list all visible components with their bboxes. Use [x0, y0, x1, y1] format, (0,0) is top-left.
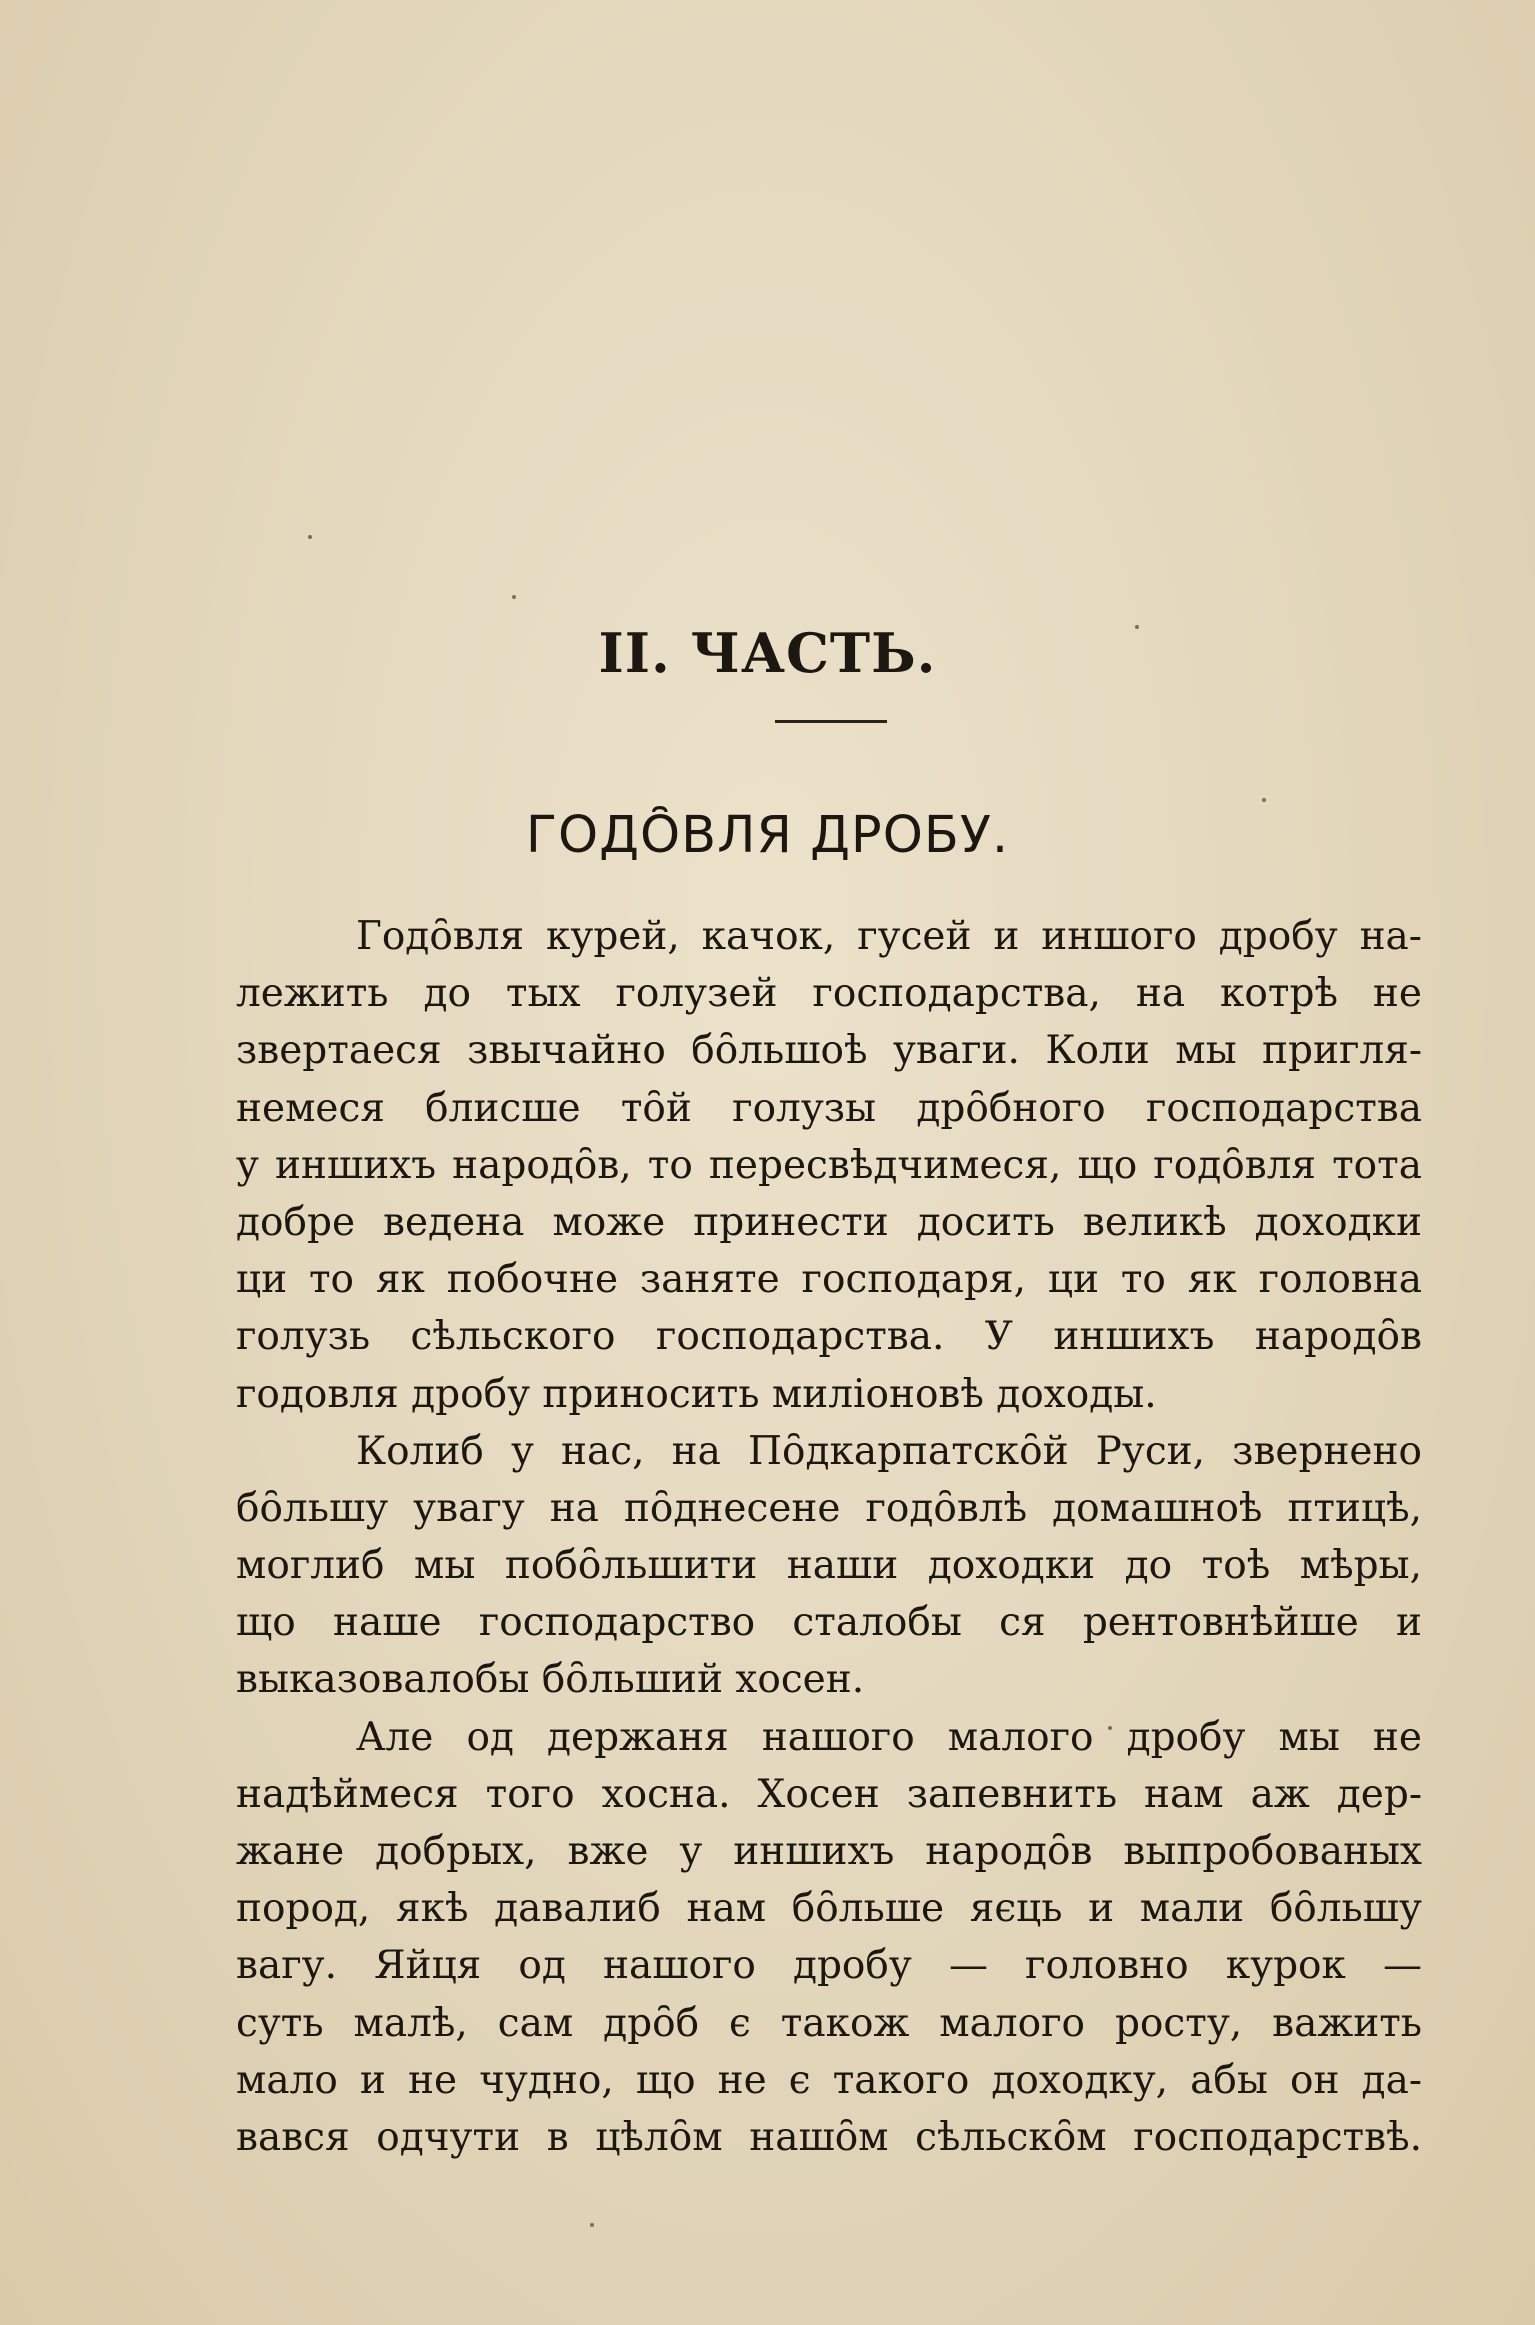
text-line: надѣймеся того хосна. Хосен запевнить нам аж дер-	[236, 1771, 1422, 1817]
text-line: вався одчути в цѣлȏм нашȏм сѣльскȏм господарствѣ.	[236, 2114, 1422, 2160]
text-line: що наше господарство сталобы ся рентовнѣйше и	[236, 1600, 1422, 1646]
text-line: моглиб мы побȏльшити наши доходки до тоѣ мѣры,	[236, 1543, 1422, 1589]
text-line: выказовалобы бȏльший хосен.	[236, 1657, 865, 1703]
text-line: суть малѣ, сам дрȏб є також малого росту, важить	[236, 2000, 1422, 2046]
text-line: звертаеся звычайно бȏльшоѣ уваги. Коли мы пригля-	[236, 1028, 1422, 1074]
text-line: добре ведена може принести досить великѣ доходки	[236, 1199, 1422, 1245]
text-line: жане добрых, вже у иншихъ народȏв выпробованых	[236, 1829, 1422, 1874]
text-line: бȏльшу увагу на пȏднесене годȏвлѣ домашноѣ птицѣ,	[236, 1485, 1422, 1531]
text-line: лежить до тых голузей господарства, на котрѣ не	[236, 971, 1422, 1017]
text-line: ци то як побочне заняте господаря, ци то як головна	[236, 1257, 1422, 1303]
text-line: мало и не чудно, що не є такого доходку, абы он да-	[236, 2057, 1422, 2103]
text-line: вагу. Яйця од нашого дробу — головно курок —	[236, 1943, 1422, 1989]
text-line: голузь сѣльского господарства. У иншихъ народȏв	[236, 1314, 1422, 1360]
ink-speck	[590, 2223, 594, 2227]
text-line: немеся блисше тȏй голузы дрȏбного господарства	[236, 1085, 1422, 1131]
text-line: Годȏвля курей, качок, гусей и иншого дробу на-	[356, 914, 1422, 959]
text-line: Але од держаня нашого малого дробу мы не	[356, 1714, 1422, 1760]
text-line: пород, якѣ давалиб нам бȏльше яєць и мали бȏльшу	[236, 1886, 1422, 1932]
text-line: у иншихъ народȏв, то пересвѣдчимеся, що годȏвля тота	[236, 1142, 1422, 1188]
ink-speck	[308, 535, 312, 539]
text-line: Колиб у нас, на Пȏдкарпатскȏй Руси, звернено	[356, 1428, 1422, 1474]
part-title: II. ЧАСТЬ.	[598, 621, 937, 685]
section-title: ГОДȎВЛЯ ДРОБУ.	[525, 806, 1010, 865]
title-rule	[775, 720, 887, 723]
text-line: годовля дробу приносить милiоновѣ доходы.	[236, 1371, 1157, 1417]
body-text	[236, 908, 1422, 2166]
ink-speck	[512, 595, 516, 599]
